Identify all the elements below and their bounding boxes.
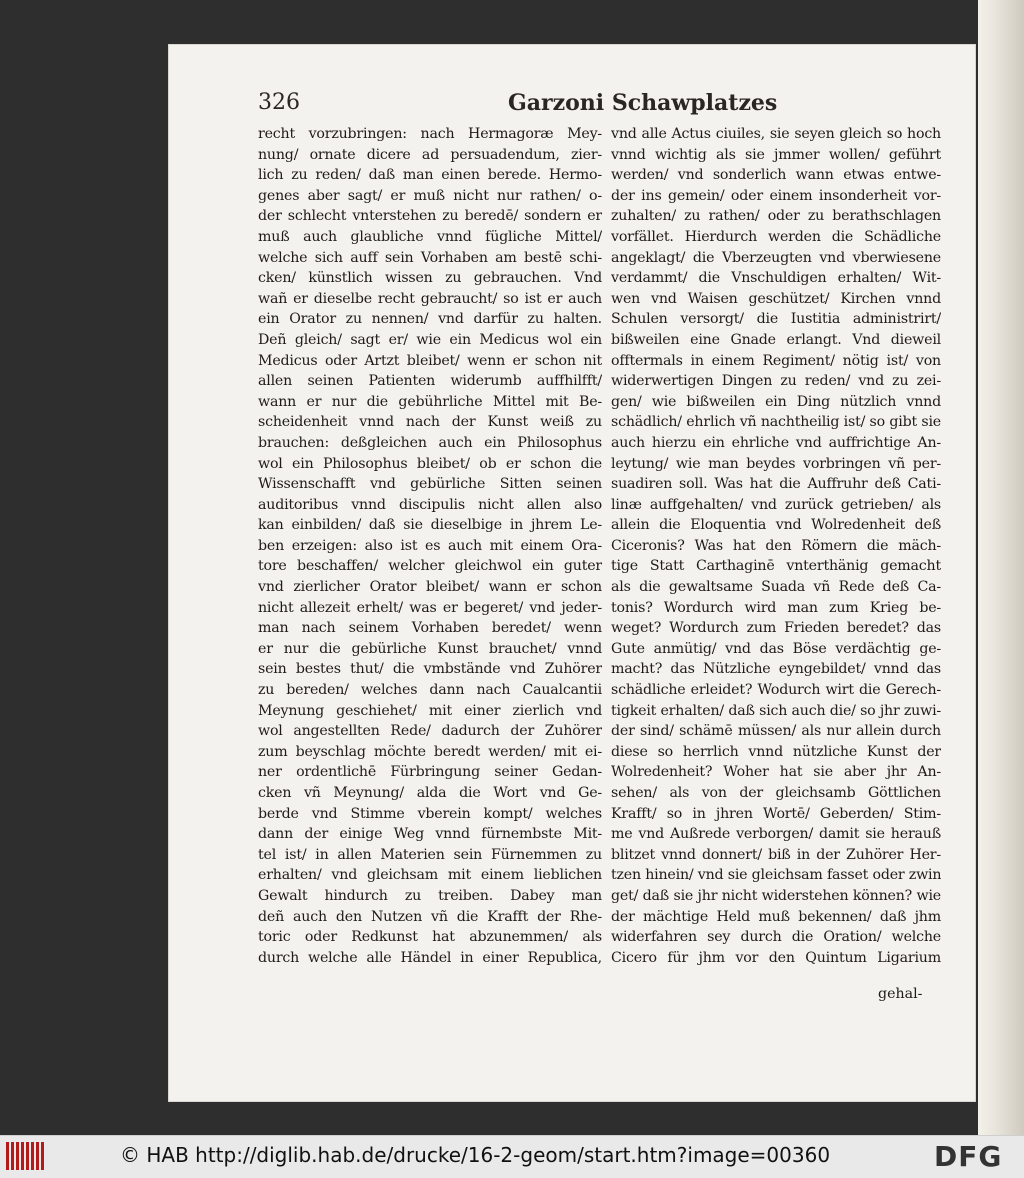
text-line: widerwertigen Dingen zu reden/ vnd zu zei- [611, 373, 941, 390]
text-line: genes aber sagt/ er muß nicht nur rathen/ o- [258, 187, 602, 204]
text-line: wol ein Philosophus bleibet/ ob er schon die [258, 455, 602, 472]
text-line: schädliche erleidet? Wodurch wirt die Gerech- [611, 682, 941, 699]
text-line: weget? Wordurch zum Frieden beredet? das [611, 620, 941, 637]
text-line: der mächtige Held muß bekennen/ daß jhm [611, 908, 941, 925]
text-line: kan einbilden/ daß sie dieselbige in jhrem Le- [258, 517, 602, 534]
text-line: leytung/ wie man beydes vorbringen vñ per- [611, 455, 941, 472]
dfg-logo: DFG [934, 1140, 1003, 1173]
text-line: verdammt/ die Vnschuldigen erhalten/ Wit- [611, 270, 941, 287]
text-line: tige Statt Carthaginē vnterthänig gemacht [611, 558, 941, 575]
text-line: allein die Eloquentia vnd Wolredenheit deß [611, 517, 941, 534]
text-line: auditoribus vnnd discipulis nicht allen also [258, 496, 602, 513]
text-line: scheidenheit vnnd nach der Kunst weiß zu [258, 414, 602, 431]
library-logo-icon [6, 1142, 46, 1170]
text-line: vnd zierlicher Orator bleibet/ wann er schon [258, 579, 602, 596]
text-line: linæ auffgehalten/ vnd zurück getrieben/ als [611, 496, 941, 513]
text-line: Gute anmütig/ vnd das Böse verdächtig ge- [611, 640, 941, 657]
text-line: wañ er dieselbe recht gebraucht/ so ist er auch [258, 290, 602, 307]
text-line: ein Orator zu nennen/ vnd darfür zu halten. [258, 311, 602, 328]
text-line: Wolredenheit? Woher hat sie aber jhr An- [611, 764, 941, 781]
text-line: vnnd wichtig als sie jmmer wollen/ geführt [611, 146, 941, 163]
text-line: sehen/ als von der gleichsamb Göttlichen [611, 785, 941, 801]
text-line: Meynung geschiehet/ mit einer zierlich vnd [258, 702, 602, 719]
text-line: wol angestellten Rede/ dadurch der Zuhörer [258, 723, 602, 740]
text-line: suadiren soll. Was hat die Auffruhr deß Cati- [611, 476, 941, 493]
running-head [258, 90, 918, 124]
text-line: berde vnd Stimme vberein kompt/ welches [258, 805, 602, 822]
next-page-edge [978, 0, 1024, 1135]
text-line: man nach seinem Vorhaben beredet/ wenn [258, 620, 602, 637]
text-line: brauchen: deßgleichen auch ein Philosophus [258, 434, 602, 451]
text-line: der sind/ schämē müssen/ als nur allein durch [611, 723, 941, 740]
text-line: me vnd Außrede verborgen/ damit sie herauß [611, 826, 941, 843]
text-line: der schlecht vnterstehen zu beredē/ sondern er [258, 208, 602, 225]
text-line: schädlich/ ehrlich vñ nachtheilig ist/ so gibt sie [611, 414, 941, 431]
text-line: toric oder Redkunst hat abzunemmen/ als [258, 929, 602, 946]
text-line: Medicus oder Artzt bleibet/ wenn er schon nit [258, 352, 602, 369]
text-line: er nur die gebürliche Kunst brauchet/ vnnd [258, 640, 602, 657]
text-line: angeklagt/ die Vberzeugten vnd vberwiesene [611, 249, 941, 266]
text-line: durch welche alle Händel in einer Republica, [258, 949, 602, 966]
text-line: ben erzeigen: also ist es auch mit einem Ora- [258, 537, 602, 554]
text-line: macht? das Nützliche eyngebildet/ vnnd das [611, 661, 941, 678]
text-line: allen seinen Patienten widerumb auffhilfft/ [258, 373, 602, 390]
text-line: Cicero für jhm vor den Quintum Ligarium [611, 949, 941, 966]
text-line: Ciceronis? Was hat den Römern die mäch- [611, 537, 941, 554]
viewer-footer [0, 1135, 1024, 1178]
running-title: Garzoni Schawplatzes [508, 90, 778, 116]
source-link[interactable]: © HAB http://diglib.hab.de/drucke/16-2-geom/start.htm?image=00360 [120, 1143, 831, 1167]
text-line: werden/ vnd sonderlich wann etwas entwe- [611, 167, 941, 184]
text-line: nicht allezeit erhelt/ was er begeret/ vnd jeder- [258, 599, 602, 616]
text-line: tel ist/ in allen Materien sein Fürnemmen zu [258, 846, 602, 863]
text-line: als die gewaltsame Suada vñ Rede deß Ca- [611, 579, 941, 596]
text-line: dann der einige Weg vnnd fürnembste Mit- [258, 826, 602, 843]
text-line: offtermals in einem Regiment/ nötig ist/ von [611, 352, 941, 369]
text-line: deñ auch den Nutzen vñ die Krafft der Rhe- [258, 908, 602, 925]
text-line: zu bereden/ welches dann nach Caualcantii [258, 682, 602, 699]
text-line: lich zu reden/ daß man einen berede. Hermo- [258, 167, 602, 184]
right-text-column [611, 124, 941, 968]
text-line: Gewalt hindurch zu treiben. Dabey man [258, 887, 602, 904]
text-line: recht vorzubringen: nach Hermagoræ Mey- [258, 126, 602, 142]
text-line: wen vnd Waisen geschützet/ Kirchen vnnd [611, 290, 941, 307]
text-line: nung/ ornate dicere ad persuadendum, zier- [258, 146, 602, 163]
text-line: vorfället. Hierdurch werden die Schädliche [611, 228, 941, 245]
text-line: bißweilen eine Gnade erlangt. Vnd dieweil [611, 331, 941, 348]
text-line: wann er nur die gebührliche Mittel mit Be- [258, 393, 602, 410]
text-line: vnd alle Actus ciuiles, sie seyen gleich so hoch [611, 126, 941, 142]
text-line: auch hierzu ein ehrliche vnd auffrichtige An- [611, 434, 941, 451]
text-line: cken vñ Meynung/ alda die Wort vnd Ge- [258, 785, 602, 801]
left-text-column [258, 124, 602, 968]
text-line: erhalten/ vnd gleichsam mit einem lieblichen [258, 867, 602, 884]
text-line: tonis? Wordurch wird man zum Krieg be- [611, 599, 941, 616]
text-line: der ins gemein/ oder einem insonderheit vor- [611, 187, 941, 204]
text-line: Schulen versorgt/ die Iustitia administrirt/ [611, 311, 941, 328]
page-number: 326 [258, 90, 300, 115]
text-line: zuhalten/ zu rathen/ oder zu berathschlagen [611, 208, 941, 225]
text-line: widerfahren sey durch die Oration/ welche [611, 929, 941, 946]
text-line: muß auch glaubliche vnnd fügliche Mittel/ [258, 228, 602, 245]
text-line: ner ordentlichē Fürbringung seiner Gedan- [258, 764, 602, 781]
text-line: Wissenschafft vnd gebürliche Sitten seinen [258, 476, 602, 493]
text-line: zum beyschlag möchte beredt werden/ mit ei- [258, 743, 602, 760]
text-line: Deñ gleich/ sagt er/ wie ein Medicus wol ein [258, 331, 602, 348]
text-line: blitzet vnnd donnert/ biß in der Zuhörer Her- [611, 846, 941, 863]
text-line: diese so herrlich vnnd nützliche Kunst der [611, 743, 941, 760]
text-line: welche sich auff sein Vorhaben am bestē schi- [258, 249, 602, 266]
text-line: sein bestes thut/ die vmbstände vnd Zuhörer [258, 661, 602, 678]
text-line: tore beschaffen/ welcher gleichwol ein guter [258, 558, 602, 575]
text-line: gen/ wie bißweilen ein Ding nützlich vnnd [611, 393, 941, 410]
catchword: gehal- [878, 986, 923, 1002]
text-line: tzen hinein/ vnd sie gleichsam fasset oder zwin [611, 867, 941, 884]
text-line: tigkeit erhalten/ daß sich auch die/ so jhr zuwi- [611, 702, 941, 719]
book-page [168, 44, 976, 1102]
text-line: Krafft/ so in jhren Wortē/ Geberden/ Stim- [611, 805, 941, 822]
text-line: get/ daß sie jhr nicht widerstehen können? wie [611, 887, 941, 904]
text-line: cken/ künstlich wissen zu gebrauchen. Vnd [258, 270, 602, 287]
